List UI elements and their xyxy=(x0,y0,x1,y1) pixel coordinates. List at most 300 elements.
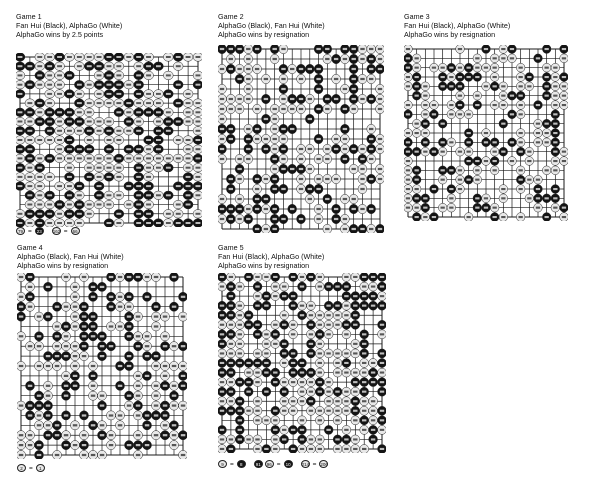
move-number-mark xyxy=(163,365,168,367)
move-number-mark xyxy=(156,139,161,141)
move-number-mark xyxy=(163,434,168,436)
move-number-mark xyxy=(146,74,151,76)
game-players: Fan Hui (Black), AlphaGo (White) xyxy=(16,21,123,30)
move-number-mark xyxy=(181,405,186,407)
move-number-mark xyxy=(73,385,78,387)
move-number-mark xyxy=(326,314,330,316)
capture-footnote xyxy=(17,461,45,475)
move-number-mark xyxy=(229,391,233,393)
move-number-mark xyxy=(107,222,112,224)
move-number-mark xyxy=(281,158,285,160)
move-number-mark xyxy=(126,121,131,123)
move-number-mark xyxy=(353,324,357,326)
move-number-mark xyxy=(344,410,348,412)
move-number-mark xyxy=(47,84,52,86)
move-number-mark xyxy=(441,67,445,69)
move-number-mark xyxy=(282,295,286,297)
move-number-mark xyxy=(300,286,304,288)
move-number-mark xyxy=(146,194,151,196)
move-number-mark xyxy=(325,228,329,230)
move-number-mark xyxy=(91,335,96,337)
move-number-mark xyxy=(37,56,42,58)
move-number-mark xyxy=(344,352,348,354)
move-number-mark xyxy=(146,167,151,169)
move-number-mark xyxy=(475,179,479,181)
move-number-mark xyxy=(553,197,557,199)
move-number-mark xyxy=(406,104,410,106)
move-number-mark xyxy=(255,48,259,50)
move-number-mark xyxy=(353,448,357,450)
move-number-mark xyxy=(281,48,285,50)
move-number-mark xyxy=(264,118,268,120)
move-number-mark xyxy=(176,102,181,104)
move-number-mark xyxy=(493,104,497,106)
move-number-mark xyxy=(441,76,445,78)
move-number-mark xyxy=(484,197,488,199)
move-number-mark xyxy=(527,197,531,199)
move-number-mark xyxy=(47,56,52,58)
move-number-mark xyxy=(107,148,112,150)
move-number-mark xyxy=(300,305,304,307)
move-number-mark xyxy=(107,157,112,159)
move-number-mark xyxy=(172,306,177,308)
move-number-mark xyxy=(136,385,141,387)
move-number-mark xyxy=(423,132,427,134)
move-number-mark xyxy=(237,68,241,70)
move-number-mark xyxy=(37,213,42,215)
move-number-mark xyxy=(343,228,347,230)
move-number-mark xyxy=(18,93,23,95)
move-number-mark xyxy=(344,438,348,440)
move-number-mark xyxy=(246,68,250,70)
move-number-mark xyxy=(493,207,497,209)
move-number-mark xyxy=(55,434,60,436)
move-number-mark xyxy=(264,98,268,100)
move-number-mark xyxy=(300,448,304,450)
move-number-mark xyxy=(55,365,60,367)
game-title: Game 5 xyxy=(218,243,244,252)
move-number-mark xyxy=(246,138,250,140)
move-number-mark xyxy=(181,365,186,367)
move-number-mark xyxy=(326,333,330,335)
move-number-mark xyxy=(27,84,32,86)
move-number-mark xyxy=(57,130,62,132)
move-number-mark xyxy=(77,157,82,159)
move-number-mark xyxy=(335,391,339,393)
move-number-mark xyxy=(220,343,224,345)
game-2-panel xyxy=(218,12,325,39)
move-number-mark xyxy=(156,167,161,169)
move-number-mark xyxy=(196,157,201,159)
move-number-mark xyxy=(369,78,373,80)
move-number-mark xyxy=(156,222,161,224)
move-number-mark xyxy=(562,207,566,209)
move-number-mark xyxy=(353,419,357,421)
move-number-mark xyxy=(300,429,304,431)
move-number-mark xyxy=(273,333,277,335)
move-number-mark xyxy=(55,306,60,308)
move-number-mark xyxy=(18,111,23,113)
move-number-mark xyxy=(281,138,285,140)
move-number-mark xyxy=(264,198,268,200)
move-number-mark xyxy=(220,372,224,374)
move-number-mark xyxy=(371,400,375,402)
move-number-mark xyxy=(18,167,23,169)
move-number-mark xyxy=(344,276,348,278)
move-number-mark xyxy=(116,111,121,113)
move-number-mark xyxy=(353,372,357,374)
move-number-mark xyxy=(116,167,121,169)
move-number-mark xyxy=(100,454,105,456)
move-number-mark xyxy=(335,372,339,374)
footnote-equals: = xyxy=(276,460,281,468)
move-number-mark xyxy=(136,56,141,58)
move-number-mark xyxy=(309,352,313,354)
move-number-mark xyxy=(316,48,320,50)
move-number-mark xyxy=(163,375,168,377)
move-number-mark xyxy=(107,194,112,196)
move-number-mark xyxy=(326,381,330,383)
move-number-mark xyxy=(415,76,419,78)
move-number-mark xyxy=(264,138,268,140)
move-number-mark xyxy=(264,343,268,345)
move-number-mark xyxy=(536,57,540,59)
move-number-mark xyxy=(47,194,52,196)
move-number-mark xyxy=(166,121,171,123)
move-number-mark xyxy=(220,448,224,450)
move-number-mark xyxy=(360,48,364,50)
move-number-mark xyxy=(335,305,339,307)
game-title: Game 1 xyxy=(16,12,42,21)
move-number-mark xyxy=(290,168,294,170)
game-3-panel xyxy=(404,12,510,39)
move-number-mark xyxy=(380,333,384,335)
move-number-mark xyxy=(47,111,52,113)
move-number-mark xyxy=(126,84,131,86)
move-number-mark xyxy=(27,176,32,178)
move-number-mark xyxy=(316,138,320,140)
move-number-mark xyxy=(273,208,277,210)
move-number-mark xyxy=(536,123,540,125)
move-number-mark xyxy=(146,185,151,187)
go-board xyxy=(218,45,384,233)
move-number-mark xyxy=(519,151,523,153)
move-number-mark xyxy=(186,204,191,206)
move-number-mark xyxy=(316,68,320,70)
go-board xyxy=(16,53,202,227)
move-number-mark xyxy=(172,405,177,407)
move-number-mark xyxy=(176,56,181,58)
move-number-mark xyxy=(282,352,286,354)
move-number-mark xyxy=(501,123,505,125)
move-number-mark xyxy=(501,85,505,87)
move-number-mark xyxy=(229,333,233,335)
move-number-mark xyxy=(369,208,373,210)
move-number-mark xyxy=(238,400,242,402)
move-number-mark xyxy=(467,160,471,162)
move-number-mark xyxy=(318,381,322,383)
move-number-mark xyxy=(64,325,69,327)
move-number-mark xyxy=(18,148,23,150)
move-number-mark xyxy=(109,306,114,308)
move-number-mark xyxy=(87,148,92,150)
move-number-mark xyxy=(163,405,168,407)
move-number-mark xyxy=(57,213,62,215)
move-number-mark xyxy=(309,391,313,393)
move-number-mark xyxy=(335,362,339,364)
move-number-mark xyxy=(18,185,23,187)
move-number-mark xyxy=(100,424,105,426)
move-number-mark xyxy=(406,151,410,153)
move-number-mark xyxy=(291,333,295,335)
move-number-mark xyxy=(229,343,233,345)
move-number-mark xyxy=(519,104,523,106)
move-number-mark xyxy=(299,178,303,180)
move-number-mark xyxy=(353,400,357,402)
move-number-mark xyxy=(154,405,159,407)
move-number-mark xyxy=(136,102,141,104)
move-number-mark xyxy=(166,93,171,95)
move-number-mark xyxy=(145,414,150,416)
move-number-mark xyxy=(100,395,105,397)
move-number-mark xyxy=(107,93,112,95)
move-number-mark xyxy=(107,56,112,58)
move-number-mark xyxy=(196,167,201,169)
move-number-mark xyxy=(290,208,294,210)
move-number-mark xyxy=(415,207,419,209)
move-number-mark xyxy=(353,381,357,383)
move-number-mark xyxy=(55,325,60,327)
move-number-mark xyxy=(57,93,62,95)
move-number-mark xyxy=(196,139,201,141)
move-number-mark xyxy=(415,151,419,153)
move-number-mark xyxy=(238,362,242,364)
move-number-mark xyxy=(343,48,347,50)
footnote-equals: = xyxy=(28,227,32,235)
move-number-mark xyxy=(449,85,453,87)
move-number-mark xyxy=(246,381,250,383)
move-number-mark xyxy=(334,218,338,220)
move-number-mark xyxy=(316,88,320,90)
move-number-mark xyxy=(37,444,42,446)
move-number-mark xyxy=(562,104,566,106)
move-number-mark xyxy=(326,429,330,431)
move-number-mark xyxy=(116,157,121,159)
move-number-mark xyxy=(97,102,102,104)
move-number-mark xyxy=(156,148,161,150)
move-number-mark xyxy=(318,448,322,450)
move-number-mark xyxy=(67,130,72,132)
move-number-mark xyxy=(186,194,191,196)
move-number-mark xyxy=(136,74,141,76)
footnote-stone: 162 xyxy=(52,229,61,234)
move-number-mark xyxy=(176,121,181,123)
move-number-mark xyxy=(28,385,33,387)
move-number-mark xyxy=(18,139,23,141)
move-number-mark xyxy=(82,316,87,318)
move-number-mark xyxy=(553,67,557,69)
move-number-mark xyxy=(136,345,141,347)
move-number-mark xyxy=(145,375,150,377)
move-number-mark xyxy=(282,324,286,326)
move-number-mark xyxy=(493,57,497,59)
move-number-mark xyxy=(19,296,24,298)
move-number-mark xyxy=(181,375,186,377)
move-number-mark xyxy=(107,121,112,123)
move-number-mark xyxy=(127,335,132,337)
move-number-mark xyxy=(281,128,285,130)
move-number-mark xyxy=(37,121,42,123)
move-number-mark xyxy=(37,102,42,104)
move-number-mark xyxy=(77,130,82,132)
move-number-mark xyxy=(553,169,557,171)
move-number-mark xyxy=(369,58,373,60)
footnote-stone: 1 xyxy=(36,464,45,472)
move-number-mark xyxy=(441,207,445,209)
move-number-mark xyxy=(19,365,24,367)
move-number-mark xyxy=(67,194,72,196)
move-number-mark xyxy=(136,405,141,407)
move-number-mark xyxy=(553,207,557,209)
move-number-mark xyxy=(116,130,121,132)
move-number-mark xyxy=(109,325,114,327)
move-number-mark xyxy=(308,168,312,170)
move-number-mark xyxy=(291,352,295,354)
move-number-mark xyxy=(18,121,23,123)
move-number-mark xyxy=(326,400,330,402)
footnote-stone: 91 xyxy=(255,462,261,467)
move-number-mark xyxy=(343,148,347,150)
move-number-mark xyxy=(360,78,364,80)
move-number-mark xyxy=(318,276,322,278)
move-number-mark xyxy=(432,113,436,115)
move-number-mark xyxy=(562,57,566,59)
move-number-mark xyxy=(432,216,436,218)
move-number-mark xyxy=(91,395,96,397)
move-number-mark xyxy=(380,391,384,393)
move-number-mark xyxy=(73,345,78,347)
move-number-mark xyxy=(449,67,453,69)
move-number-mark xyxy=(264,148,268,150)
move-number-mark xyxy=(344,295,348,297)
move-number-mark xyxy=(145,296,150,298)
move-number-mark xyxy=(100,405,105,407)
move-number-mark xyxy=(281,68,285,70)
move-number-mark xyxy=(126,56,131,58)
move-number-mark xyxy=(281,168,285,170)
move-number-mark xyxy=(352,228,356,230)
move-number-mark xyxy=(186,121,191,123)
move-number-mark xyxy=(196,148,201,150)
move-number-mark xyxy=(316,208,320,210)
footnote-equals: = xyxy=(312,460,317,468)
move-number-mark xyxy=(353,352,357,354)
move-number-mark xyxy=(27,185,32,187)
game-title: Game 4 xyxy=(17,243,43,252)
move-number-mark xyxy=(67,139,72,141)
move-number-mark xyxy=(352,198,356,200)
move-number-mark xyxy=(325,108,329,110)
move-number-mark xyxy=(326,391,330,393)
move-number-mark xyxy=(458,95,462,97)
move-number-mark xyxy=(344,314,348,316)
move-number-mark xyxy=(380,295,384,297)
move-number-mark xyxy=(380,410,384,412)
move-number-mark xyxy=(291,305,295,307)
move-number-mark xyxy=(246,208,250,210)
move-number-mark xyxy=(55,345,60,347)
move-number-mark xyxy=(318,391,322,393)
move-number-mark xyxy=(353,343,357,345)
move-number-mark xyxy=(335,419,339,421)
move-number-mark xyxy=(309,381,313,383)
move-number-mark xyxy=(300,314,304,316)
move-number-mark xyxy=(369,128,373,130)
move-number-mark xyxy=(300,372,304,374)
move-number-mark xyxy=(309,314,313,316)
move-number-mark xyxy=(343,138,347,140)
move-number-mark xyxy=(67,148,72,150)
move-number-mark xyxy=(27,194,32,196)
move-number-mark xyxy=(371,276,375,278)
move-number-mark xyxy=(343,88,347,90)
move-number-mark xyxy=(510,48,514,50)
move-number-mark xyxy=(273,381,277,383)
move-number-mark xyxy=(273,286,277,288)
move-number-mark xyxy=(352,168,356,170)
move-number-mark xyxy=(237,48,241,50)
move-number-mark xyxy=(156,111,161,113)
move-number-mark xyxy=(545,123,549,125)
move-number-mark xyxy=(458,48,462,50)
move-number-mark xyxy=(282,381,286,383)
move-number-mark xyxy=(87,65,92,67)
move-number-mark xyxy=(229,400,233,402)
move-number-mark xyxy=(166,213,171,215)
move-number-mark xyxy=(378,138,382,140)
move-number-mark xyxy=(415,179,419,181)
move-number-mark xyxy=(264,391,268,393)
move-number-mark xyxy=(220,352,224,354)
move-number-mark xyxy=(300,381,304,383)
move-number-mark xyxy=(220,400,224,402)
move-number-mark xyxy=(64,444,69,446)
move-number-mark xyxy=(273,419,277,421)
move-number-mark xyxy=(136,176,141,178)
move-number-mark xyxy=(369,98,373,100)
move-number-mark xyxy=(28,405,33,407)
move-number-mark xyxy=(281,218,285,220)
move-number-mark xyxy=(97,65,102,67)
move-number-mark xyxy=(47,176,52,178)
move-number-mark xyxy=(136,84,141,86)
move-number-mark xyxy=(380,448,384,450)
move-number-mark xyxy=(406,160,410,162)
move-number-mark xyxy=(458,188,462,190)
move-number-mark xyxy=(146,213,151,215)
move-number-mark xyxy=(553,160,557,162)
move-number-mark xyxy=(553,104,557,106)
move-number-mark xyxy=(186,176,191,178)
move-number-mark xyxy=(353,391,357,393)
move-number-mark xyxy=(237,98,241,100)
move-number-mark xyxy=(290,128,294,130)
move-number-mark xyxy=(136,335,141,337)
move-number-mark xyxy=(172,434,177,436)
move-number-mark xyxy=(484,207,488,209)
move-number-mark xyxy=(264,362,268,364)
move-number-mark xyxy=(136,276,141,278)
